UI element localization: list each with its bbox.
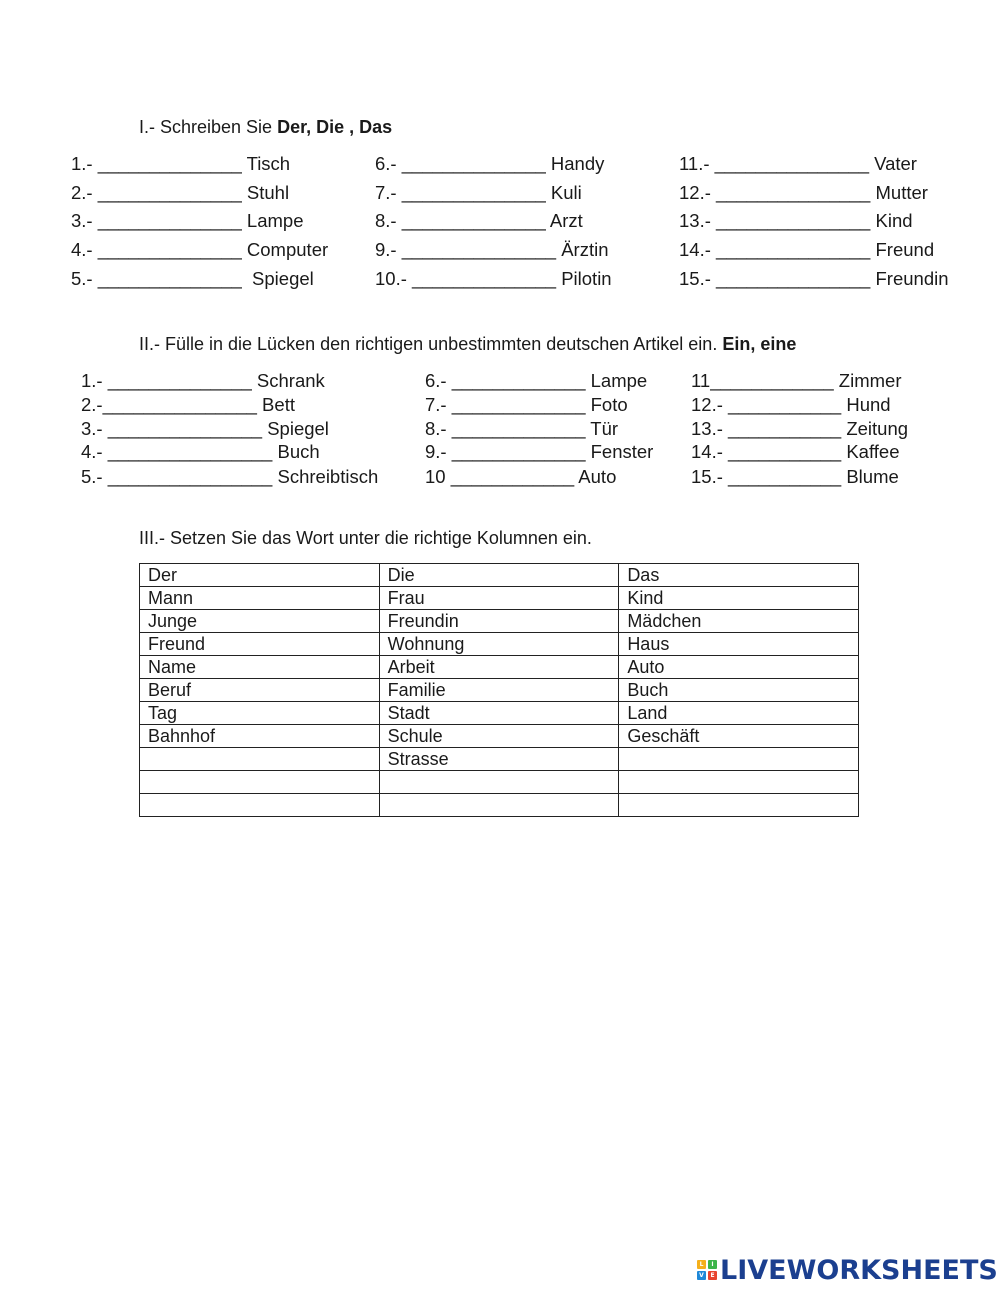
s2-item-10: 10 ____________ Auto — [425, 466, 617, 487]
section3-heading: III.- Setzen Sie das Wort unter die richtige Kolumnen ein. — [139, 528, 592, 548]
s1-item-1: 1.- ______________ Tisch — [71, 153, 291, 174]
table-row — [140, 702, 859, 725]
section2-heading-text: II.- Fülle in die Lücken den richtigen unbestimmten deutschen Artikel ein. — [139, 334, 723, 354]
table-cell — [379, 794, 619, 817]
table-row — [140, 679, 859, 702]
table-cell: Das — [619, 564, 859, 587]
section2-heading-bold: Ein, eine — [722, 334, 797, 354]
table-cell: Auto — [619, 656, 859, 679]
s2-item-8: 8.- _____________ Tür — [425, 418, 619, 439]
s2-item-13: 13.- ___________ Zeitung — [691, 418, 909, 439]
table-row — [140, 725, 859, 748]
table-cell: Familie — [379, 679, 619, 702]
word-category-table — [139, 563, 859, 817]
table-cell: Name — [140, 656, 380, 679]
table-cell: Haus — [619, 633, 859, 656]
s2-item-1: 1.- ______________ Schrank — [81, 370, 325, 391]
table-row — [140, 587, 859, 610]
table-cell — [619, 771, 859, 794]
s2-item-9: 9.- _____________ Fenster — [425, 441, 654, 462]
table-cell: Land — [619, 702, 859, 725]
table-cell — [140, 794, 380, 817]
s1-item-7: 7.- ______________ Kuli — [375, 182, 582, 203]
s1-item-4: 4.- ______________ Computer — [71, 239, 329, 260]
table-cell: Frau — [379, 587, 619, 610]
table-cell — [140, 771, 380, 794]
table-cell: Kind — [619, 587, 859, 610]
table-cell: Freund — [140, 633, 380, 656]
table-cell — [619, 794, 859, 817]
section1-heading-text: I.- Schreiben Sie — [139, 117, 278, 137]
logo-text: LIVEWORKSHEETS — [720, 1254, 998, 1286]
logo-block-l: L — [697, 1260, 706, 1269]
table-cell: Buch — [619, 679, 859, 702]
s2-item-2: 2.-_______________ Bett — [81, 394, 295, 415]
table-row — [140, 794, 859, 817]
table-row — [140, 633, 859, 656]
table-header-row — [140, 564, 859, 587]
logo-block-i: I — [708, 1260, 717, 1269]
table-cell: Mann — [140, 587, 380, 610]
s2-item-7: 7.- _____________ Foto — [425, 394, 628, 415]
table-row — [140, 771, 859, 794]
s1-item-10: 10.- ______________ Pilotin — [375, 268, 612, 289]
s1-item-14: 14.- _______________ Freund — [679, 239, 935, 260]
table-cell: Schule — [379, 725, 619, 748]
s2-item-4: 4.- ________________ Buch — [81, 441, 320, 462]
logo-blocks — [697, 1260, 717, 1280]
s2-item-15: 15.- ___________ Blume — [691, 466, 899, 487]
s1-item-8: 8.- ______________ Arzt — [375, 210, 583, 231]
s1-item-5: 5.- ______________ Spiegel — [71, 268, 314, 289]
s1-item-11: 11.- _______________ Vater — [679, 153, 917, 174]
table-cell: Beruf — [140, 679, 380, 702]
s1-item-15: 15.- _______________ Freundin — [679, 268, 949, 289]
s1-item-2: 2.- ______________ Stuhl — [71, 182, 290, 203]
table-cell — [379, 771, 619, 794]
table-cell: Arbeit — [379, 656, 619, 679]
table-cell: Tag — [140, 702, 380, 725]
table-cell: Junge — [140, 610, 380, 633]
table-cell — [140, 748, 380, 771]
table-row — [140, 748, 859, 771]
s1-item-13: 13.- _______________ Kind — [679, 210, 913, 231]
s1-item-12: 12.- _______________ Mutter — [679, 182, 928, 203]
section1-heading-bold: Der, Die , Das — [277, 117, 393, 137]
table-cell: Der — [140, 564, 380, 587]
table-cell: Strasse — [379, 748, 619, 771]
table-cell: Mädchen — [619, 610, 859, 633]
table-cell: Wohnung — [379, 633, 619, 656]
s2-item-14: 14.- ___________ Kaffee — [691, 441, 900, 462]
s2-item-11: 11____________ Zimmer — [691, 370, 902, 391]
s1-item-3: 3.- ______________ Lampe — [71, 210, 304, 231]
table-row — [140, 610, 859, 633]
table-cell: Geschäft — [619, 725, 859, 748]
table-cell — [619, 748, 859, 771]
logo-block-v: V — [697, 1271, 706, 1280]
table-row — [140, 656, 859, 679]
table-cell: Bahnhof — [140, 725, 380, 748]
s2-item-5: 5.- ________________ Schreibtisch — [81, 466, 379, 487]
s1-item-9: 9.- _______________ Ärztin — [375, 239, 609, 260]
s2-item-12: 12.- ___________ Hund — [691, 394, 891, 415]
table-cell: Freundin — [379, 610, 619, 633]
section2-heading — [139, 334, 796, 355]
s1-item-6: 6.- ______________ Handy — [375, 153, 605, 174]
table-cell: Stadt — [379, 702, 619, 725]
liveworksheets-logo — [697, 1255, 998, 1285]
section1-heading — [139, 117, 392, 138]
s2-item-3: 3.- _______________ Spiegel — [81, 418, 329, 439]
s2-item-6: 6.- _____________ Lampe — [425, 370, 648, 391]
table-cell: Die — [379, 564, 619, 587]
logo-block-e: E — [708, 1271, 717, 1280]
